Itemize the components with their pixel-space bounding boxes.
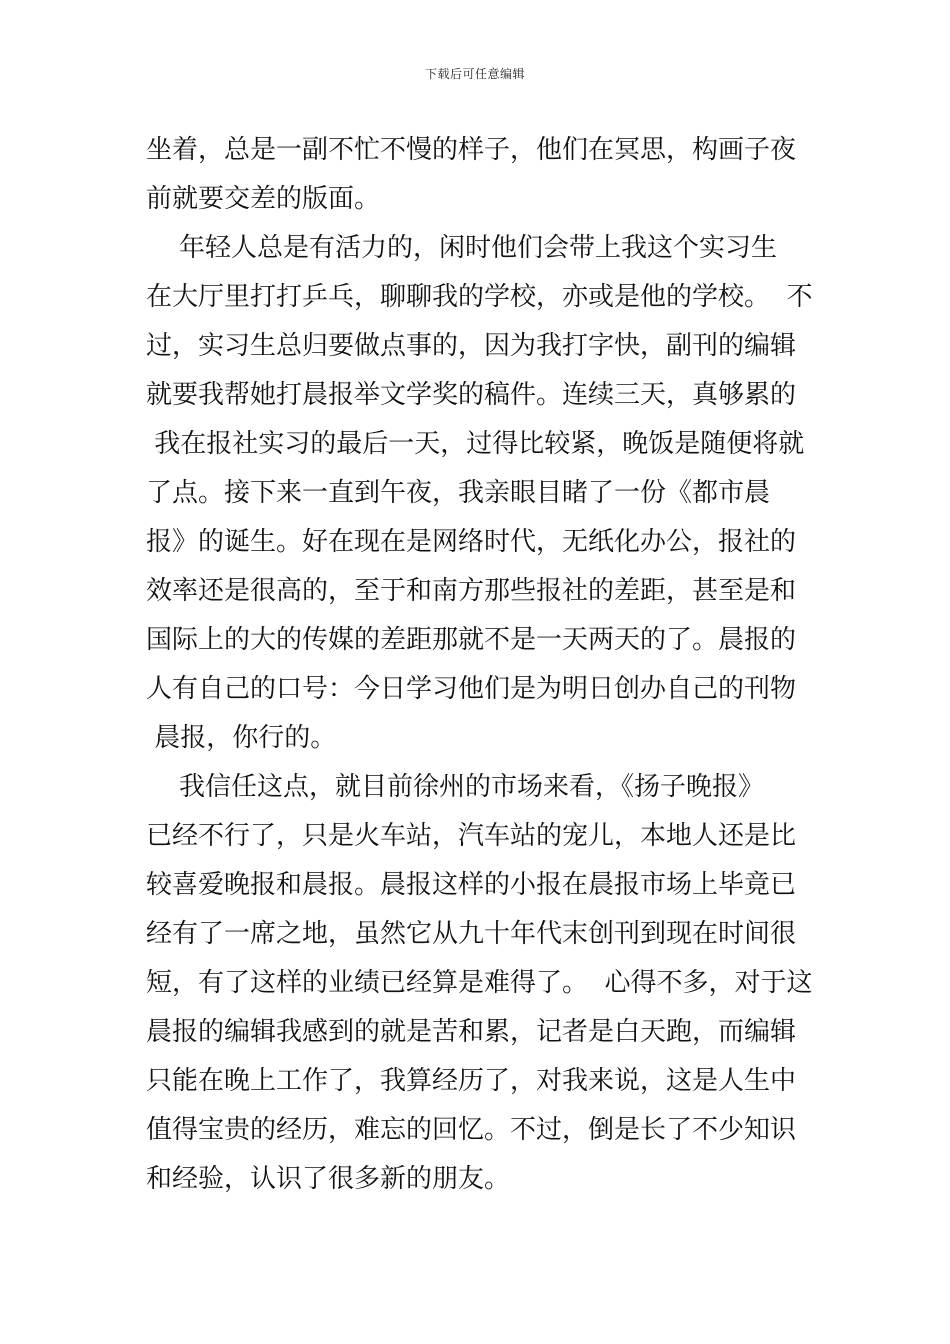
text-line: 人有自己的口号：今日学习他们是为明日创办自己的刊物 [146,674,797,704]
text-line: 经有了一席之地，虽然它从九十年代末创刊到现在时间很 [146,919,797,949]
text-line: 国际上的大的传媒的差距那就不是一天两天的了。晨报的 [146,625,797,655]
text-line: 在大厅里打打乒乓，聊聊我的学校，亦或是他的学校。 不 [146,282,813,312]
text-line: 已经不行了，只是火车站，汽车站的宠儿，本地人还是比 [146,821,797,851]
page-header: 下载后可任意编辑 [424,67,525,81]
body-text [146,126,816,1204]
text-line: 我信任这点，就目前徐州的市场来看，《扬子晚报》 [146,772,765,802]
text-line: 晨报的编辑我感到的就是苦和累，记者是白天跑，而编辑 [146,1017,797,1047]
text-line: 坐着，总是一副不忙不慢的样子，他们在冥思，构画子夜 [146,135,797,165]
text-line: 我在报社实习的最后一天，过得比较紧，晚饭是随便将就 [146,429,805,459]
text-line: 就要我帮她打晨报举文学奖的稿件。连续三天，真够累的 [146,380,797,410]
text-line: 较喜爱晚报和晨报。晨报这样的小报在晨报市场上毕竟已 [146,870,797,900]
text-line: 和经验，认识了很多新的朋友。 [146,1164,511,1194]
text-line: 效率还是很高的，至于和南方那些报社的差距，甚至是和 [146,576,797,606]
text-line: 过，实习生总归要做点事的，因为我打字快，副刊的编辑 [146,331,797,361]
text-line: 值得宝贵的经历，难忘的回忆。不过，倒是长了不少知识 [146,1115,797,1145]
text-line: 了点。接下来一直到午夜，我亲眼目睹了一份《都市晨 [146,478,771,508]
text-line: 报》的诞生。好在现在是网络时代，无纸化办公，报社的 [146,527,797,557]
text-line: 只能在晚上工作了，我算经历了，对我来说，这是人生中 [146,1066,797,1096]
text-line: 短，有了这样的业绩已经算是难得了。 心得不多，对于这 [146,968,813,998]
text-line: 晨报，你行的。 [146,723,337,753]
text-line: 年轻人总是有活力的，闲时他们会带上我这个实习生 [146,233,778,263]
text-line: 前就要交差的版面。 [146,184,381,214]
